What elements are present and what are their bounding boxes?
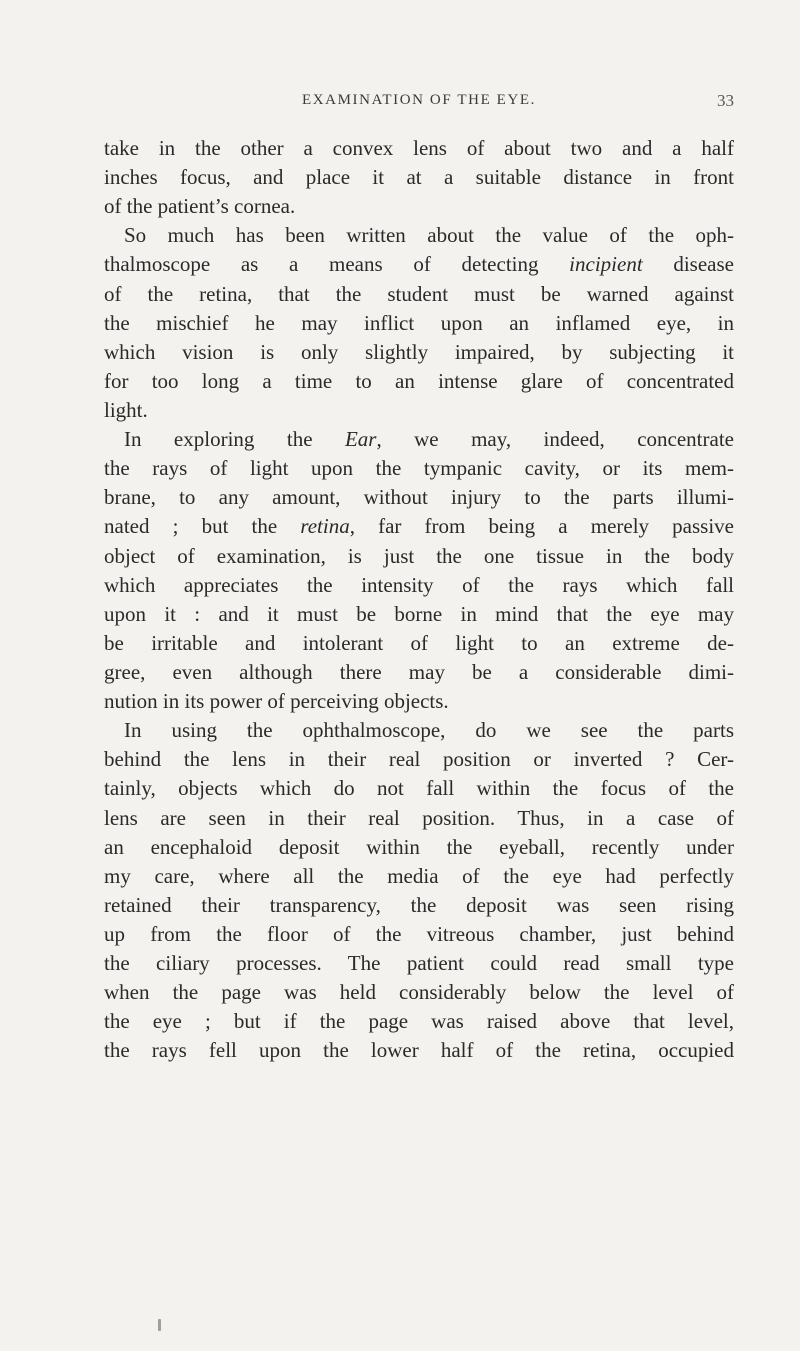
text-line: when the page was held considerably below the level of — [104, 980, 734, 1005]
text-line: In using the ophthalmoscope, do we see the parts — [124, 718, 734, 743]
text-line: inches focus, and place it at a suitable distance in front — [104, 165, 734, 190]
running-head — [104, 92, 734, 116]
text-line: gree, even although there may be a considerable dimi- — [104, 659, 734, 684]
text-line: for too long a time to an intense glare of concentrated — [104, 368, 734, 393]
text-line: be irritable and intolerant of light to an extreme de- — [104, 630, 734, 655]
text-line: thalmoscope as a means of detecting incipient disease — [104, 252, 734, 277]
text-line: nated ; but the retina, far from being a merely passive — [104, 514, 734, 539]
text-line: nution in its power of perceiving objects. — [104, 689, 449, 714]
text-line: of the retina, that the student must be warned against — [104, 281, 734, 306]
page-number: 33 — [717, 91, 734, 110]
text-line: the ciliary processes. The patient could read small type — [104, 951, 734, 976]
text-line: tainly, objects which do not fall within the focus of the — [104, 776, 734, 801]
text-line: which appreciates the intensity of the rays which fall — [104, 572, 734, 597]
running-title: EXAMINATION OF THE EYE. — [301, 92, 536, 108]
text-line: take in the other a convex lens of about two and a half — [104, 136, 734, 160]
text-line: the rays of light upon the tympanic cavity, or its mem- — [104, 456, 734, 481]
text-line: So much has been written about the value of the oph- — [124, 223, 734, 248]
italic-term: incipient — [569, 252, 643, 277]
text-line: which vision is only slightly impaired, by subjecting it — [104, 339, 734, 364]
ink-speck — [158, 1319, 161, 1331]
italic-term: Ear — [344, 427, 377, 452]
text-line: my care, where all the media of the eye had perfectly — [104, 863, 734, 888]
text-line: upon it : and it must be borne in mind that the eye may — [104, 601, 734, 626]
text-line: an encephaloid deposit within the eyeball, recently under — [104, 834, 734, 859]
text-line: In exploring the Ear, we may, indeed, concentrate — [124, 427, 734, 452]
text-line: the rays fell upon the lower half of the retina, occupied — [104, 1038, 734, 1063]
text-line: light. — [104, 397, 148, 422]
text-line: up from the floor of the vitreous chamber, just behind — [104, 921, 734, 946]
text-line: the mischief he may inflict upon an inflamed eye, in — [104, 310, 734, 335]
text-line: of the patient’s cornea. — [104, 194, 296, 219]
text-line: brane, to any amount, without injury to the parts illumi- — [104, 485, 734, 510]
text-line: retained their transparency, the deposit was seen rising — [104, 892, 734, 917]
body-text — [104, 134, 734, 1066]
text-line: the eye ; but if the page was raised above that level, — [104, 1009, 734, 1034]
text-line: object of examination, is just the one tissue in the body — [104, 543, 734, 568]
text-line: behind the lens in their real position or inverted ? Cer- — [104, 747, 734, 772]
text-line: lens are seen in their real position. Thus, in a case of — [104, 805, 734, 830]
italic-term: retina — [300, 514, 350, 539]
